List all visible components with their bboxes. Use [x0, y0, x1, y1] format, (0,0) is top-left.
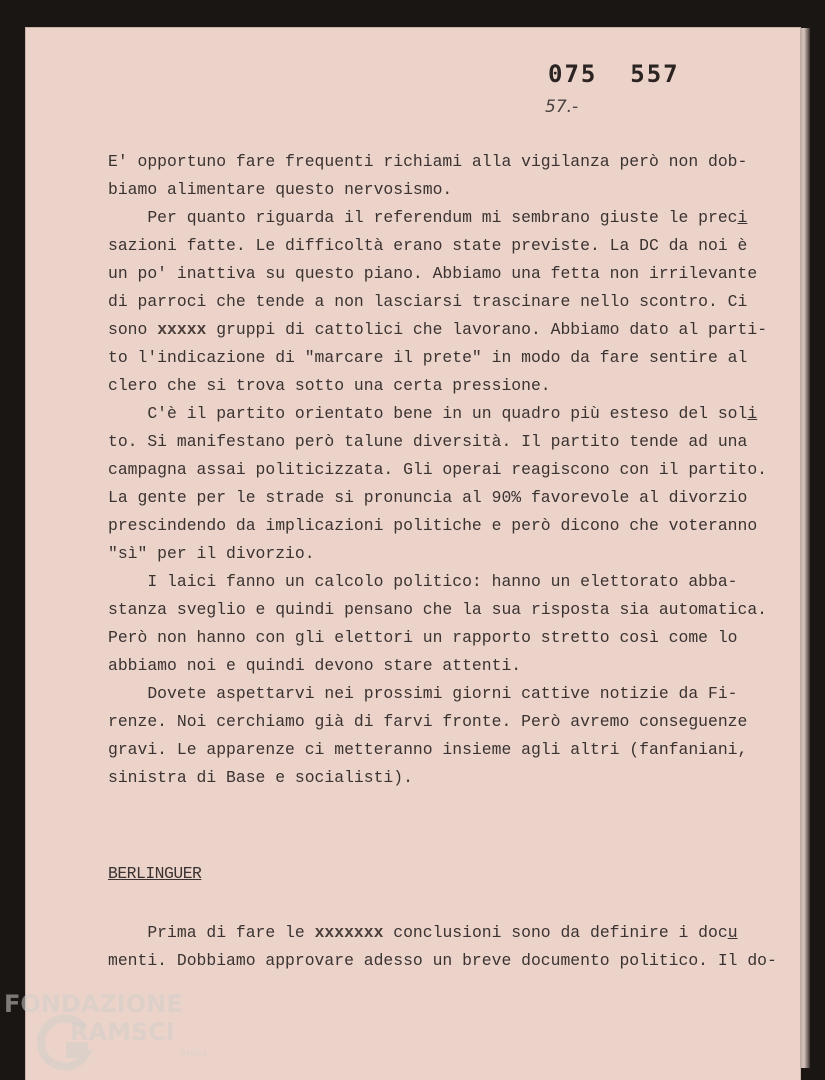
- struck-out-text: xxxxx: [157, 320, 207, 339]
- text-line: [108, 428, 768, 456]
- text-segment: to. Si manifestano però talune diversità. Il partito tende ad una: [108, 432, 748, 451]
- watermark-subtitle: RAMSCI: [70, 1018, 175, 1046]
- text-segment: gravi. Le apparenze ci metteranno insieme agli altri (fanfaniani,: [108, 740, 748, 759]
- text-line: [108, 708, 768, 736]
- text-line: [108, 344, 768, 372]
- text-line: [108, 260, 768, 288]
- text-line: [108, 148, 768, 176]
- archive-stamp-number: 075 557: [548, 60, 680, 88]
- text-segment: biamo alimentare questo nervosismo.: [108, 180, 453, 199]
- text-segment: campagna assai politicizzata. Gli operai reagiscono con il partito.: [108, 460, 768, 479]
- text-segment: "sì" per il divorzio.: [108, 544, 315, 563]
- text-segment: menti. Dobbiamo approvare adesso un breve documento politico. Il do-: [108, 951, 777, 970]
- page-edge: [800, 28, 810, 1068]
- text-line: [108, 400, 768, 428]
- text-segment: di parroci che tende a non lasciarsi trascinare nello scontro. Ci: [108, 292, 748, 311]
- section-heading: BERLINGUER: [108, 864, 202, 883]
- text-line: [108, 456, 768, 484]
- text-line: [108, 540, 768, 568]
- typed-text-block: [108, 148, 768, 792]
- text-line: [108, 512, 768, 540]
- text-segment: gruppi di cattolici che lavorano. Abbiamo dato al parti-: [206, 320, 768, 339]
- watermark-suffix: onlus: [180, 1048, 207, 1059]
- text-line: [108, 680, 768, 708]
- text-segment: La gente per le strade si pronuncia al 90% favorevole al divorzio: [108, 488, 748, 507]
- text-segment: i: [737, 208, 748, 227]
- text-segment: E' opportuno fare frequenti richiami alla vigilanza però non dob-: [108, 152, 748, 171]
- page-number: 57.-: [545, 97, 579, 117]
- text-segment: stanza sveglio e quindi pensano che la sua risposta sia automatica.: [108, 600, 768, 619]
- text-segment: Dovete aspettarvi nei prossimi giorni cattive notizie da Fi-: [108, 684, 738, 703]
- text-line: [108, 764, 768, 792]
- text-segment: i: [747, 404, 758, 423]
- text-segment: un po' inattiva su questo piano. Abbiamo una fetta non irrilevante: [108, 264, 758, 283]
- text-line: [108, 596, 768, 624]
- text-segment: to l'indicazione di "marcare il prete" in modo da fare sentire al: [108, 348, 748, 367]
- text-line: [108, 652, 768, 680]
- text-segment: I laici fanno un calcolo politico: hanno un elettorato abba-: [108, 572, 738, 591]
- text-line: [108, 232, 768, 260]
- text-line: [108, 736, 768, 764]
- text-segment: conclusioni sono da definire i doc: [383, 923, 728, 942]
- watermark-title: FONDAZIONE: [4, 990, 183, 1018]
- text-segment: Per quanto riguarda il referendum mi sembrano giuste le prec: [108, 208, 738, 227]
- text-line: [108, 204, 768, 232]
- text-segment: clero che si trova sotto una certa pressione.: [108, 376, 551, 395]
- text-segment: sinistra di Base e socialisti).: [108, 768, 413, 787]
- text-line: [108, 919, 768, 947]
- text-segment: Però non hanno con gli elettori un rapporto stretto così come lo: [108, 628, 738, 647]
- text-line: [108, 288, 768, 316]
- text-segment: sazioni fatte. Le difficoltà erano state previste. La DC da noi è: [108, 236, 748, 255]
- text-segment: Prima di fare le: [108, 923, 315, 942]
- text-line: [108, 372, 768, 400]
- text-line: [108, 316, 768, 344]
- fondazione-gramsci-watermark: [4, 990, 207, 1070]
- struck-out-text: xxxxxxx: [314, 923, 384, 942]
- text-line: [108, 624, 768, 652]
- text-line: [108, 176, 768, 204]
- text-segment: sono: [108, 320, 158, 339]
- typed-text-block-continued: [108, 919, 777, 975]
- text-segment: abbiamo noi e quindi devono stare attenti.: [108, 656, 522, 675]
- text-segment: u: [727, 923, 738, 942]
- text-line: [108, 568, 768, 596]
- text-line: [108, 947, 777, 975]
- text-segment: renze. Noi cerchiamo già di farvi fronte. Però avremo conseguenze: [108, 712, 748, 731]
- text-segment: C'è il partito orientato bene in un quadro più esteso del sol: [108, 404, 748, 423]
- text-segment: prescindendo da implicazioni politiche e però dicono che voteranno: [108, 516, 758, 535]
- text-line: [108, 484, 768, 512]
